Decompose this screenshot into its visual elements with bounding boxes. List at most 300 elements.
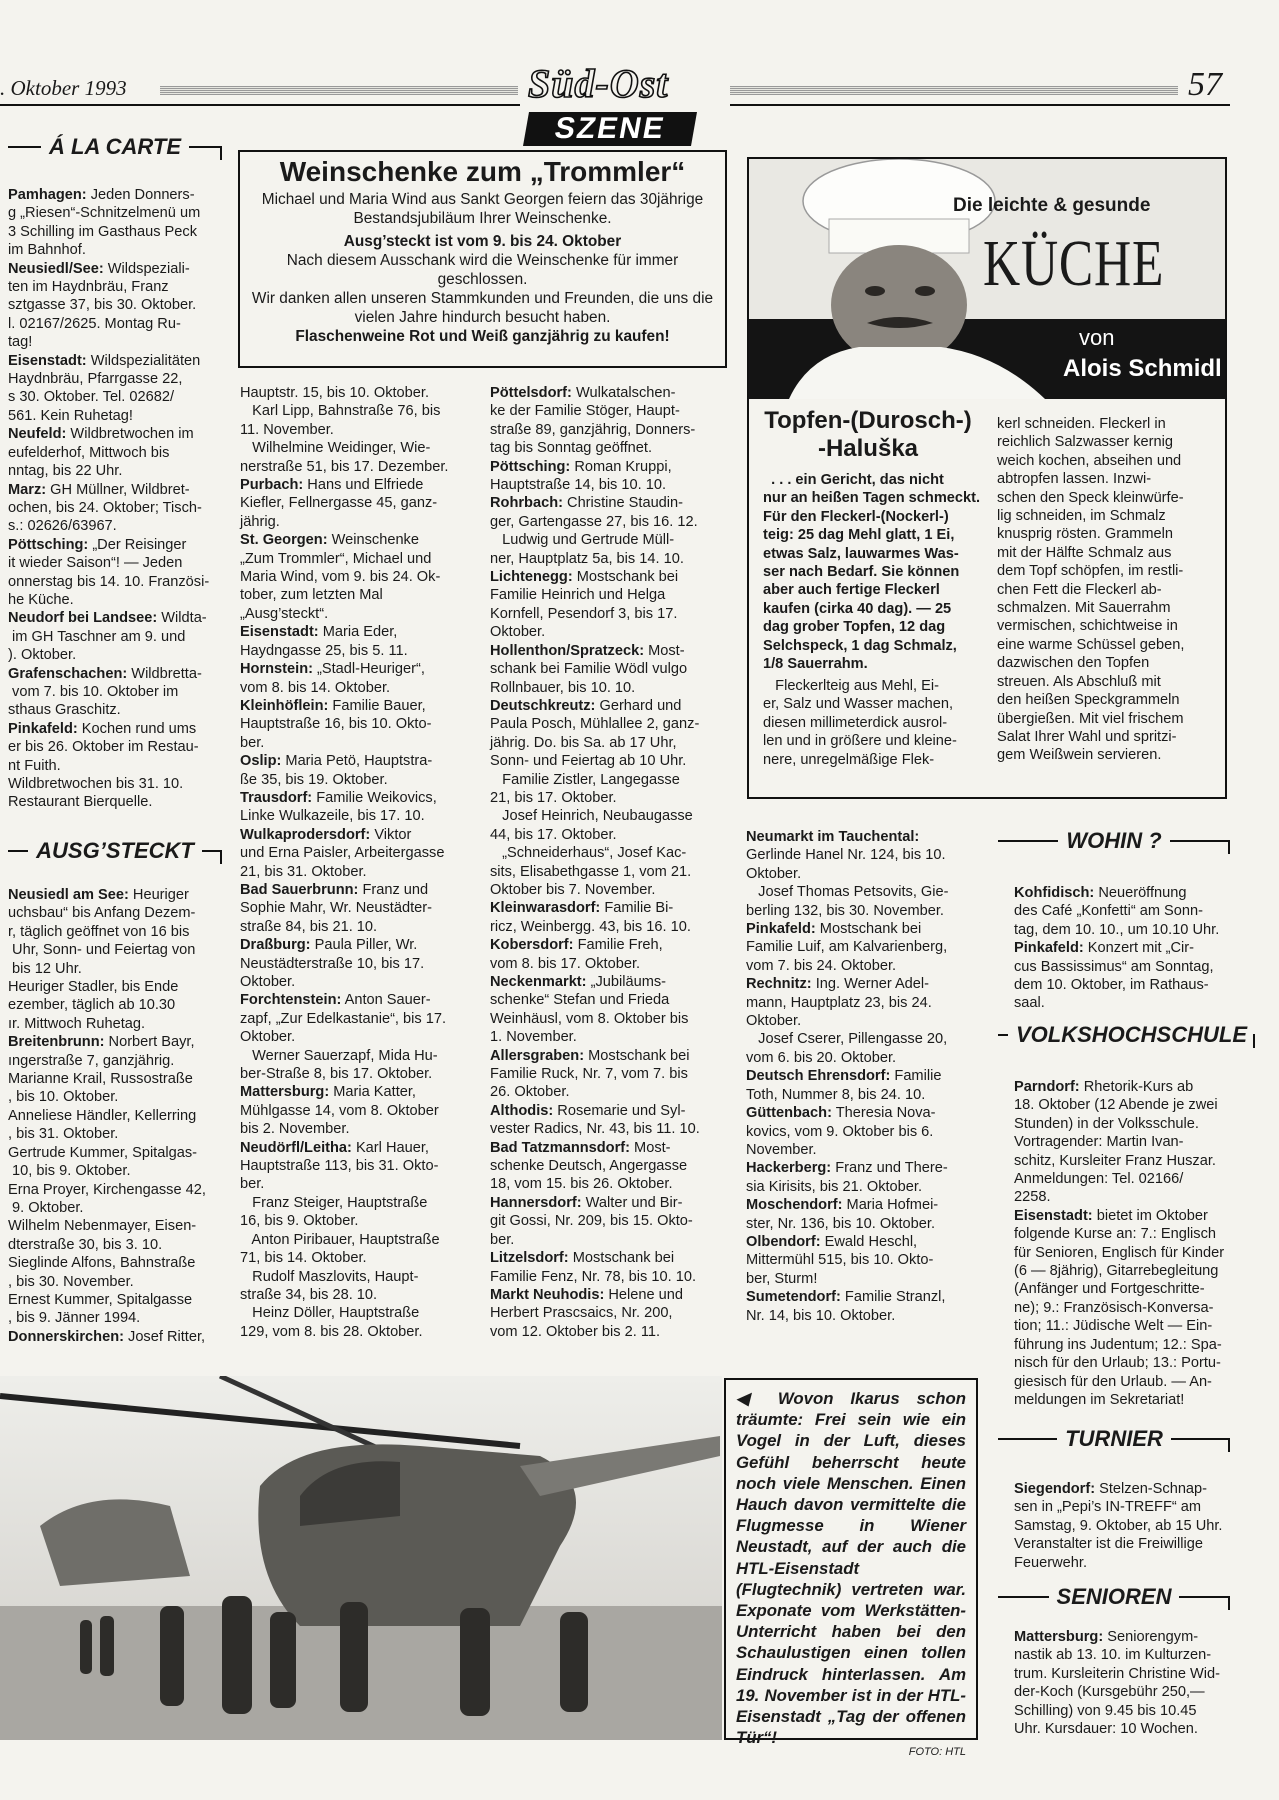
listing-text: Maria Wind, vom 9. bis 24. Ok- — [240, 569, 441, 586]
listing-text: Mostschank bei — [572, 569, 679, 586]
listing-text: Wildbretta- — [127, 665, 202, 682]
listing-line — [490, 1323, 726, 1341]
listing-text: nisch für den Urlaub; 13.: Portu- — [1014, 1355, 1221, 1372]
listing-text: s.: 02626/63967. — [8, 518, 117, 535]
listing-text: Gerhard und — [595, 697, 682, 714]
section-title: AUSG’STECKT — [36, 838, 194, 863]
listing-line — [490, 494, 726, 512]
listing-line — [746, 1030, 980, 1048]
listing-line — [1014, 1646, 1230, 1664]
listing-line — [746, 846, 980, 864]
listing-line — [746, 938, 980, 956]
listing-line — [490, 973, 726, 991]
listing-text: Seniorengym- — [1103, 1629, 1199, 1645]
section-rule — [202, 850, 222, 852]
listing-text: ber. — [490, 1231, 515, 1248]
listing-place: Grafenschachen: — [8, 665, 128, 682]
listing-line — [8, 499, 223, 517]
section-title: Á LA CARTE — [49, 134, 181, 159]
listing-text: ricz, Weinbergg. 43, bis 16. 10. — [490, 918, 691, 935]
listing-line — [240, 513, 472, 531]
listing-text: Nr. 14, bis 10. Oktober. — [746, 1307, 896, 1324]
listing-line — [490, 384, 726, 402]
listing-line — [1014, 1535, 1230, 1553]
listing-text: nntag, bis 22 Uhr. — [8, 463, 123, 480]
listing-line — [490, 1194, 726, 1212]
kueche-title: KÜCHE — [983, 227, 1165, 300]
listing-text: Christine Staudin- — [562, 495, 684, 512]
listing-line — [240, 439, 472, 457]
listing-line — [490, 1083, 726, 1101]
listing-text: Marianne Krail, Russostraße — [8, 1071, 193, 1088]
listing-place: Neumarkt im Tauchental: — [746, 829, 920, 845]
listing-line — [240, 899, 472, 917]
listing-text: Theresia Nova- — [831, 1105, 936, 1122]
listing-text: vom 7. bis 10. Oktober im — [8, 683, 179, 700]
listing-place: Kohfidisch: — [1014, 885, 1095, 901]
header-rule-right — [730, 104, 1230, 106]
listing-line — [8, 444, 223, 462]
listing-text: schank bei Familie Wödl vulgo — [490, 661, 688, 678]
listing-text: sen in „Pepi’s IN-TREFF“ am — [1014, 1499, 1202, 1516]
listing-text: ochen, bis 24. Oktober; Tisch- — [8, 499, 202, 516]
listing-line — [490, 1304, 726, 1322]
listing-line — [1014, 1391, 1230, 1409]
listing-text: berling 132, bis 30. November. — [746, 902, 944, 919]
listing-line — [490, 1047, 726, 1065]
weinschenke-title: Weinschenke zum „Trommler“ — [279, 156, 686, 187]
weinschenke-text-1: Nach diesem Ausschank wird die Weinschenke für immer geschlossen. — [286, 252, 679, 288]
listing-place: Draßburg: — [240, 937, 311, 954]
listing-line — [1014, 1354, 1230, 1372]
listing-text: Karl Lipp, Bahnstraße 76, bis — [240, 403, 441, 420]
recipe-line: reichlich Salzwasser kernig — [997, 434, 1174, 451]
listing-text: Familie Weikovics, — [312, 789, 437, 806]
listing-text: , bis 30. November. — [8, 1273, 134, 1290]
listing-line — [8, 388, 223, 406]
listing-line — [490, 660, 726, 678]
listing-line — [1014, 994, 1230, 1012]
listing-text: Roman Kruppi, — [570, 458, 672, 475]
listing-line — [8, 223, 223, 241]
listing-line — [746, 1123, 980, 1141]
recipe-title-line-2: -Haluška — [817, 435, 919, 462]
listing-line — [746, 1141, 980, 1159]
listing-line — [490, 568, 726, 586]
listing-text: folgende Kurse an: 7.: Englisch — [1014, 1226, 1217, 1243]
listing-line — [240, 1139, 472, 1157]
listing-line — [240, 476, 472, 494]
listing-place: Neckenmarkt: — [490, 974, 587, 990]
listing-text: tion; 11.: Jüdische Welt — Ein- — [1014, 1318, 1213, 1335]
weinschenke-ad — [238, 150, 727, 368]
listing-line — [8, 720, 223, 738]
listing-text: ke der Familie Stöger, Haupt- — [490, 403, 680, 420]
listing-text: Karl Hauer, — [351, 1139, 429, 1156]
listing-text: 26. Oktober. — [490, 1084, 570, 1101]
listing-text: sits, Elisabethgasse 1, vom 21. — [490, 863, 692, 880]
listing-place: Lichtenegg: — [490, 569, 573, 586]
listing-line — [240, 1212, 472, 1230]
listing-text: Viktor — [370, 826, 412, 843]
listing-line — [8, 1033, 223, 1051]
listing-text: , bis 9. Jänner 1994. — [8, 1310, 141, 1327]
listing-line — [1014, 1078, 1230, 1096]
listing-line — [8, 886, 223, 904]
recipe-line: vermischen, schichtweise in — [997, 618, 1178, 635]
listing-line — [240, 1304, 472, 1322]
listing-line — [240, 605, 472, 623]
recipe-line: dag grober Topfen, 12 dag — [763, 619, 946, 636]
recipe-line: kerl schneiden. Fleckerl in — [997, 416, 1166, 432]
listing-text: Rudolf Maszlovits, Haupt- — [240, 1268, 419, 1285]
recipe-line: diesen millimeterdick ausrol- — [763, 714, 948, 731]
listing-text: Mittermühl 515, bis 10. Okto- — [746, 1252, 934, 1269]
listing-text: Franz und There- — [831, 1160, 948, 1177]
listing-line — [490, 771, 726, 789]
helicopter-background — [40, 1499, 190, 1586]
listing-text: Josef Cserer, Pillengasse 20, — [746, 1031, 948, 1048]
listing-text: Samstag, 9. Oktober, ab 15 Uhr. — [1014, 1517, 1223, 1534]
listing-line — [240, 1047, 472, 1065]
listing-text: ße 35, bis 19. Oktober. — [240, 771, 388, 788]
listing-text: Wildbretwochen im — [66, 426, 194, 443]
section-title: WOHIN ? — [1066, 828, 1162, 853]
listing-line — [240, 771, 472, 789]
recipe-line: Fleckerlteig aus Mehl, Ei- — [763, 678, 939, 694]
recipe-line: weich kochen, abseihen und — [997, 452, 1182, 469]
listing-line — [240, 1102, 472, 1120]
listing-line — [8, 186, 223, 204]
listing-line — [240, 1010, 472, 1028]
listing-text: Ewald Heschl, — [820, 1233, 918, 1250]
section-rule — [998, 1438, 1057, 1440]
listing-line — [8, 683, 223, 701]
listing-text: dterstraße 30, bis 3. 10. — [8, 1236, 163, 1253]
listing-text: eufelderhof, Mittwoch bis — [8, 444, 170, 461]
listing-line — [1014, 1517, 1230, 1535]
listing-line — [240, 807, 472, 825]
listing-text: tag bis Sonntag geöffnet. — [490, 440, 653, 457]
listing-text: Toth, Nummer 8, bis 24. 10. — [746, 1086, 926, 1103]
listing-line — [1014, 1336, 1230, 1354]
listing-text: Helene und — [604, 1286, 684, 1303]
listing-text: schitz, Kursleiter Franz Huszar. — [1014, 1152, 1216, 1169]
recipe-line: mit der Hälfte Schmalz aus — [997, 544, 1172, 561]
listing-line — [1014, 1628, 1230, 1646]
listing-text: Josef Thomas Petsovits, Gie- — [746, 884, 949, 901]
listing-text: zapf, „Zur Edelkastanie“, bis 17. — [240, 1010, 447, 1027]
recipe-line: er, Salz und Wasser machen, — [763, 696, 954, 713]
listing-line — [490, 752, 726, 770]
listing-text: Oktober. — [746, 865, 802, 882]
section-rule — [1171, 1438, 1230, 1440]
listing-line — [746, 828, 980, 846]
listing-text: Ernest Kummer, Spitalgasse — [8, 1291, 193, 1308]
listing-place: Mattersburg: — [1014, 1629, 1104, 1645]
listing-text: ıngerstraße 7, ganzjährig. — [8, 1052, 175, 1069]
listing-text: Sonn- und Feiertag ab 10 Uhr. — [490, 753, 687, 770]
listing-place: Oslip: — [240, 753, 282, 770]
listing-text: Kornfell, Pesendorf 3, bis 17. — [490, 605, 678, 622]
ausgsteckt-list-4 — [746, 828, 980, 1325]
listing-text: Vortragender: Martin Ivan- — [1014, 1134, 1184, 1151]
listing-line — [490, 421, 726, 439]
listing-place: Kobersdorf: — [490, 937, 574, 954]
listing-place: Pinkafeld: — [746, 921, 816, 938]
listing-line — [1014, 1280, 1230, 1298]
listing-text: Feuerwehr. — [1014, 1554, 1088, 1571]
listing-line — [8, 407, 223, 425]
listing-line — [240, 734, 472, 752]
listing-line — [746, 883, 980, 901]
listing-line — [240, 918, 472, 936]
listing-place: Bad Sauerbrunn: — [240, 881, 359, 898]
listing-text: sthaus Graschitz. — [8, 702, 121, 719]
issue-date: . Oktober 1993 — [0, 76, 127, 100]
chef-jacket — [789, 347, 1045, 399]
listing-line — [1014, 1373, 1230, 1391]
section-title: TURNIER — [1065, 1426, 1163, 1451]
listing-text: Rollnbauer, bis 10. 10. — [490, 679, 636, 696]
listing-text: r, täglich geöffnet von 16 bis — [8, 923, 190, 940]
listing-text: onnerstag bis 14. 10. Französi- — [8, 573, 210, 590]
listing-line — [240, 844, 472, 862]
listing-text: Mostschank bei — [568, 1250, 675, 1267]
recipe-line: knusprig rösten. Grammeln — [997, 526, 1174, 543]
listing-text: Wildta- — [157, 610, 207, 627]
listing-text: Familie Bauer, — [328, 697, 426, 714]
listing-text: uchsbau“ bis Anfang Dezem- — [8, 905, 196, 922]
recipe-line: lig schneiden, im Schmalz — [997, 508, 1166, 525]
listing-line — [240, 568, 472, 586]
recipe-line: nere, unregelmäßige Flek- — [763, 751, 935, 768]
listing-place: Deutsch Ehrensdorf: — [746, 1068, 891, 1085]
listing-text: Oktober bis 7. November. — [490, 881, 656, 898]
listing-line — [240, 1286, 472, 1304]
listing-text: Weinschenke — [327, 532, 419, 549]
listing-text: Familie Zistler, Langegasse — [490, 771, 680, 788]
listing-line — [1014, 884, 1230, 902]
recipe-line: den heißen Speckgrammeln — [997, 692, 1180, 709]
section-rule — [1170, 840, 1230, 842]
listing-place: Eisenstadt: — [240, 624, 319, 641]
listing-text: Wilhelmine Weidinger, Wie- — [240, 440, 431, 457]
listing-text: Wulkatalschen- — [571, 385, 676, 401]
listing-line — [490, 1249, 726, 1267]
listing-text: Norbert Bayr, — [104, 1034, 195, 1051]
recipe-line: dem Topf schöpfen, im restli- — [997, 563, 1184, 580]
listing-text: „Schneiderhaus“, Josef Kac- — [490, 845, 687, 862]
listing-line — [240, 936, 472, 954]
listing-line — [1014, 1170, 1230, 1188]
listing-text: Uhr. Kursdauer: 10 Wochen. — [1014, 1721, 1198, 1738]
listing-text: Anmeldungen: Tel. 02166/ — [1014, 1171, 1184, 1188]
listing-line — [746, 1012, 980, 1030]
listing-line — [8, 1309, 223, 1327]
listing-line — [8, 241, 223, 259]
kueche-feature — [747, 157, 1227, 799]
listing-text: Stunden) in der Volksschule. — [1014, 1115, 1199, 1132]
listing-text: Uhr, Sonn- und Feiertag von — [8, 942, 196, 959]
listing-text: Anton Sauer- — [341, 992, 431, 1009]
recipe-line: etwas Salz, lauwarmes Was- — [763, 545, 959, 562]
listing-text: (Anfänger und Fortgeschritte- — [1014, 1281, 1205, 1298]
listing-text: „Der Reisinger — [88, 536, 187, 553]
listing-text: , bis 10. Oktober. — [8, 1089, 119, 1106]
listing-text: jährig. — [240, 513, 280, 530]
section-rule — [998, 1034, 1008, 1036]
listing-line — [240, 973, 472, 991]
section-rule — [998, 840, 1058, 842]
listing-text: im GH Taschner am 9. und — [8, 628, 186, 645]
recipe-line: streuen. Als Abschluß mit — [997, 673, 1161, 690]
section-rule — [998, 1596, 1049, 1598]
listing-text: 16, bis 9. Oktober. — [240, 1213, 359, 1230]
listing-text: ezember, täglich ab 10.30 — [8, 997, 176, 1014]
listing-line — [8, 978, 223, 996]
listing-text: 44, bis 17. Oktober. — [490, 826, 617, 843]
wohin-list — [1014, 884, 1230, 1013]
listing-line — [490, 1102, 726, 1120]
listing-text: sia Kirisits, bis 21. Oktober. — [746, 1178, 923, 1195]
listing-place: Olbendorf: — [746, 1233, 821, 1250]
listing-line — [490, 1065, 726, 1083]
recipe-line: 1/8 Sauerrahm. — [763, 656, 868, 673]
listing-text: Kochen rund ums — [77, 720, 197, 737]
listing-place: Litzelsdorf: — [490, 1250, 569, 1267]
listing-text: vom 8. bis 14. Oktober. — [240, 679, 391, 696]
listing-place: Eisenstadt: — [8, 352, 87, 369]
listing-line — [746, 1288, 980, 1306]
listing-text: straße 84, bis 21. 10. — [240, 918, 378, 935]
listing-line — [746, 1196, 980, 1214]
listing-line — [240, 881, 472, 899]
listing-line — [240, 955, 472, 973]
listing-text: Hauptstraße 16, bis 10. Okto- — [240, 716, 432, 733]
header-band-right — [730, 86, 1178, 95]
listing-text: Wildspezialitäten — [86, 352, 201, 369]
listing-line — [490, 863, 726, 881]
listing-line — [240, 1120, 472, 1138]
listing-line — [8, 793, 223, 811]
listing-line — [240, 1028, 472, 1046]
listing-place: Neusiedl am See: — [8, 887, 129, 903]
listing-line — [746, 975, 980, 993]
listing-line — [8, 757, 223, 775]
listing-line — [240, 1231, 472, 1249]
listing-text: 18, vom 15. bis 26. Oktober. — [490, 1176, 673, 1193]
listing-line — [1014, 1207, 1230, 1225]
listing-line — [490, 807, 726, 825]
listing-line — [240, 458, 472, 476]
recipe-line: chen Fett die Fleckerl ab- — [997, 581, 1162, 598]
listing-text: im Bahnhof. — [8, 242, 86, 259]
listing-line — [8, 665, 223, 683]
listing-line — [8, 591, 223, 609]
listing-place: Bad Tatzmannsdorf: — [490, 1139, 630, 1156]
listing-line — [490, 679, 726, 697]
listing-text: Most- — [630, 1139, 671, 1156]
listing-text: tober, zum letzten Mal — [240, 587, 383, 604]
listing-text: 561. Kein Ruhetag! — [8, 407, 133, 424]
listing-text: Sieglinde Alfons, Bahnstraße — [8, 1255, 196, 1272]
listing-text: Maria Katter, — [329, 1084, 416, 1101]
listing-line — [8, 941, 223, 959]
listing-line — [1014, 1225, 1230, 1243]
listing-line — [8, 1254, 223, 1272]
listing-text: tag! — [8, 334, 33, 351]
listing-line — [490, 955, 726, 973]
listing-line — [746, 1215, 980, 1233]
listing-text: Josef Ritter, — [123, 1328, 206, 1345]
listing-line — [240, 660, 472, 678]
listing-text: Stelzen-Schnap- — [1095, 1481, 1208, 1497]
listing-line — [1014, 1152, 1230, 1170]
recipe-line: Salat Ihrer Wahl und spritzi- — [997, 728, 1177, 745]
listing-line — [8, 1015, 223, 1033]
listing-text: Weinhäusl, vom 8. Oktober bis — [490, 1010, 689, 1027]
listing-text: ner, Hauptplatz 5a, bis 14. 10. — [490, 550, 684, 567]
listing-text: Familie Stranzl, — [840, 1289, 946, 1306]
listing-text: Neueröffnung — [1094, 885, 1187, 901]
listing-line — [490, 402, 726, 420]
listing-line — [8, 1088, 223, 1106]
listing-line — [490, 1231, 726, 1249]
listing-text: „Zum Trommler“, Michael und — [240, 550, 432, 567]
listing-text: Wildbretwochen bis 31. 10. — [8, 776, 184, 792]
ausgsteckt-list-3 — [490, 384, 726, 1341]
listing-text: 2258. — [1014, 1189, 1051, 1206]
listing-line — [8, 904, 223, 922]
listing-text: , bis 31. Oktober. — [8, 1126, 119, 1143]
listing-line — [8, 315, 223, 333]
section-turnier — [998, 1424, 1230, 1454]
listing-line — [746, 1233, 980, 1251]
listing-text: Heuriger Stadler, bis Ende — [8, 979, 179, 996]
listing-line — [8, 1199, 223, 1217]
listing-line — [1014, 1244, 1230, 1262]
section-volkshochschule — [998, 1020, 1248, 1050]
listing-place: Deutschkreutz: — [490, 697, 596, 714]
listing-line — [746, 1270, 980, 1288]
listing-text: 9. Oktober. — [8, 1199, 84, 1216]
kueche-lead: Die leichte & gesunde — [953, 195, 1151, 216]
listing-line — [490, 1212, 726, 1230]
header-band-left — [160, 86, 518, 95]
recipe-preparation-continued — [997, 415, 1217, 765]
weinschenke-text-2: Wir danken allen unseren Stammkunden und Freunden, die uns die vielen Jahre hindurch besucht haben. — [251, 290, 714, 326]
listing-text: s 30. Oktober. Tel. 02682/ — [8, 389, 175, 406]
listing-line — [490, 844, 726, 862]
listing-text: ır. Mittwoch Ruhetag. — [8, 1015, 146, 1032]
listing-place: Rohrbach: — [490, 495, 563, 512]
listing-place: Sumetendorf: — [746, 1289, 841, 1306]
listing-text: ). Oktober. — [8, 647, 77, 664]
listing-place: Allersgraben: — [490, 1047, 585, 1064]
listing-place: Kleinhöflein: — [240, 697, 329, 714]
listing-text: Wildspeziali- — [103, 260, 190, 277]
listing-text: Anneliese Händler, Kellerring — [8, 1107, 197, 1124]
recipe-line: übergießen. Mit viel frischem — [997, 710, 1184, 727]
helicopter-photo — [0, 1376, 722, 1740]
listing-text: nt Fuith. — [8, 757, 61, 774]
listing-line — [490, 734, 726, 752]
header-rule-left — [0, 104, 520, 106]
listing-text: vom 12. Oktober bis 2. 11. — [490, 1323, 661, 1340]
listing-line — [746, 902, 980, 920]
listing-line — [240, 494, 472, 512]
